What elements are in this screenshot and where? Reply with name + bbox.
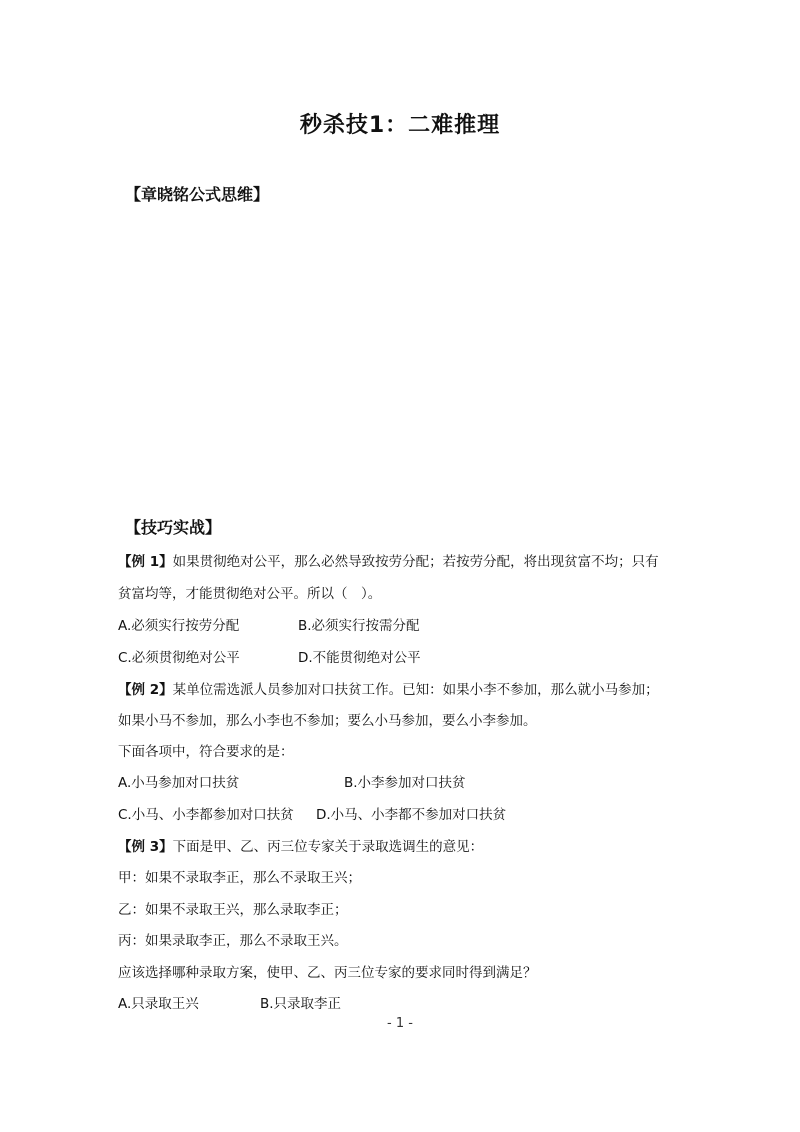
example-2-line-2: 如果小马不参加，那么小李也不参加；要么小马参加，要么小李参加。 xyxy=(118,713,537,729)
example-2-tag: 【例 2】 xyxy=(118,682,173,698)
page-title: 秒杀技1：二难推理 xyxy=(299,113,501,138)
example-1-options-ab xyxy=(118,616,420,636)
example-1-option-d: D.不能贯彻绝对公平 xyxy=(298,650,421,666)
example-3-line-1 xyxy=(118,837,483,857)
example-2-option-b: B.小李参加对口扶贫 xyxy=(344,775,466,791)
example-1-line-1 xyxy=(118,552,659,572)
example-3-line-5: 应该选择哪种录取方案，使甲、乙、丙三位专家的要求同时得到满足？ xyxy=(118,965,537,981)
section-heading-formula: 【章晓铭公式思维】 xyxy=(125,185,270,204)
example-2-options-cd xyxy=(118,805,507,825)
example-2-options-ab xyxy=(118,773,466,793)
example-2-option-d: D.小马、小李都不参加对口扶贫 xyxy=(316,807,507,823)
example-3-line-3: 乙：如果不录取王兴，那么录取李正； xyxy=(118,902,348,918)
example-2-option-a: A.小马参加对口扶贫 xyxy=(118,775,240,791)
example-1-line-2: 贫富均等，才能贯彻绝对公平。所以（ ）。 xyxy=(118,586,382,602)
example-2-line-3: 下面各项中，符合要求的是： xyxy=(118,744,294,760)
example-2-line-1 xyxy=(118,680,659,700)
page-number: - 1 - xyxy=(387,1016,413,1031)
example-1-tag: 【例 1】 xyxy=(118,554,173,570)
example-2-text-1: 某单位需选派人员参加对口扶贫工作。已知：如果小李不参加，那么就小马参加； xyxy=(172,682,659,698)
example-3-line-4: 丙：如果录取李正，那么不录取王兴。 xyxy=(118,933,348,949)
section-heading-practice: 【技巧实战】 xyxy=(125,518,222,537)
example-1-option-c: C.必须贯彻绝对公平 xyxy=(118,650,240,666)
example-3-tag: 【例 3】 xyxy=(118,839,173,855)
example-1-options-cd xyxy=(118,648,421,668)
example-1-option-a: A.必须实行按劳分配 xyxy=(118,618,240,634)
example-2-option-c: C.小马、小李都参加对口扶贫 xyxy=(118,807,294,823)
example-1-option-b: B.必须实行按需分配 xyxy=(298,618,420,634)
example-3-line-2: 甲：如果不录取李正，那么不录取王兴； xyxy=(118,870,361,886)
example-3-option-a: A.只录取王兴 xyxy=(118,996,199,1012)
example-3-text-1: 下面是甲、乙、丙三位专家关于录取选调生的意见： xyxy=(172,839,484,855)
example-1-text-1: 如果贯彻绝对公平，那么必然导致按劳分配；若按劳分配，将出现贫富不均；只有 xyxy=(172,554,659,570)
example-3-option-b: B.只录取李正 xyxy=(260,996,342,1012)
example-3-options-ab xyxy=(118,994,342,1014)
